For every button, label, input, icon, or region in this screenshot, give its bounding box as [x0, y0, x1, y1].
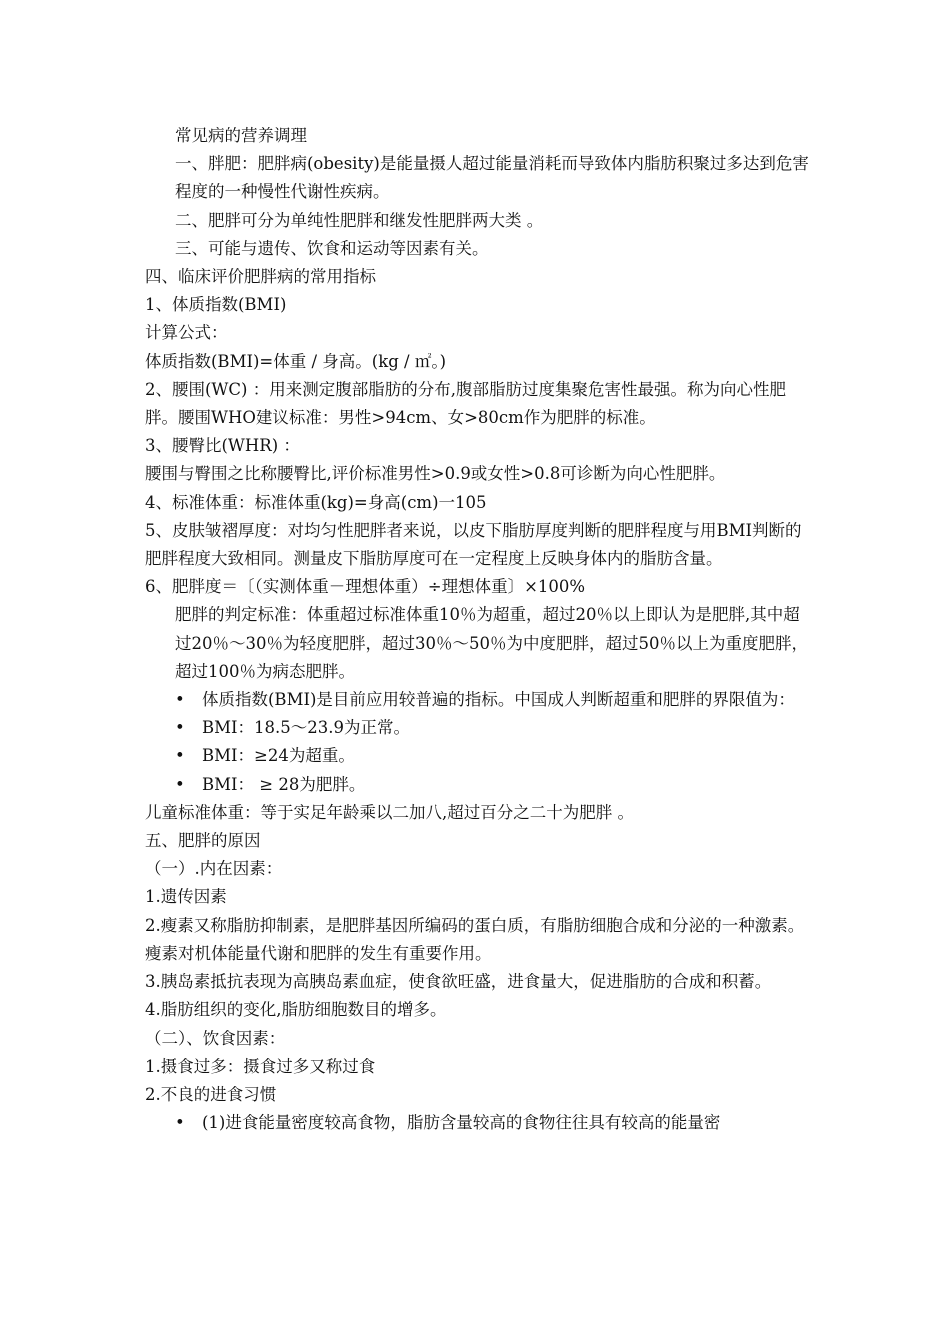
bullet-text: (1)进食能量密度较高食物，脂肪含量较高的食物往往具有较高的能量密: [202, 1113, 721, 1133]
bullet-item: [145, 714, 815, 742]
bullet-item: [145, 686, 815, 714]
paragraph: 计算公式：: [145, 323, 228, 343]
paragraph: （一）.内在因素：: [145, 859, 283, 879]
bullet-text: 体质指数(BMI)是目前应用较普遍的指标。中国成人判断超重和肥胖的界限值为：: [202, 690, 795, 710]
paragraph: 二、肥胖可分为单纯性肥胖和继发性肥胖两大类 。: [175, 210, 544, 230]
paragraph: 5、皮肤皱褶厚度：对均匀性肥胖者来说，以皮下脂肪厚度判断的肥胖程度与用BMI判断的肥胖程度大致相同。测量皮下脂肪厚度可在一定程度上反映身体内的脂肪含量。: [145, 520, 802, 569]
paragraph: 2、腰围(WC) ：用来测定腹部脂肪的分布,腹部脂肪过度集聚危害性最强。称为向心性肥胖。腰围WHO建议标准：男性>94cm、女>80cm作为肥胖的标准。: [145, 379, 786, 428]
bullet-dot: •: [175, 1113, 185, 1133]
bullet-dot: •: [175, 718, 185, 738]
paragraph: 4、标准体重：标准体重(kg)=身高(cm)一105: [145, 492, 487, 512]
bullet-dot: •: [175, 774, 185, 794]
paragraph: 2.瘦素又称脂肪抑制素，是肥胖基因所编码的蛋白质，有脂肪细胞合成和分泌的一种激素。瘦素对机体能量代谢和肥胖的发生有重要作用。: [145, 915, 805, 963]
bullet-text: BMI：18.5～23.9为正常。: [202, 718, 411, 738]
paragraph: 一、胖肥：肥胖病(obesity)是能量摄人超过能量消耗而导致体内脂肪积聚过多达到危害程度的一种慢性代谢性疾病。: [175, 154, 809, 202]
paragraph: 6、肥胖度＝〔（实测体重－理想体重）÷理想体重〕×100%: [145, 577, 586, 597]
paragraph: 1.摄食过多：摄食过多又称过食: [145, 1056, 376, 1076]
paragraph: 3、腰臀比(WHR) ：: [145, 436, 300, 456]
paragraph: 1、体质指数(BMI): [145, 295, 287, 315]
bullet-dot: •: [175, 746, 185, 766]
document-title: 常见病的营养调理: [175, 126, 307, 145]
paragraph: 4.脂肪组织的变化,脂肪细胞数目的增多。: [145, 1000, 447, 1020]
paragraph: 四、临床评价肥胖病的常用指标: [145, 267, 376, 287]
bullet-text: BMI：≥24为超重。: [202, 746, 355, 766]
paragraph: 1.遗传因素: [145, 887, 227, 907]
paragraph: 腰围与臀围之比称腰臀比,评价标准男性>0.9或女性>0.8可诊断为向心性肥胖。: [145, 464, 726, 484]
paragraph: 3.胰岛素抵抗表现为高胰岛素血症，使食欲旺盛，进食量大，促进脂肪的合成和积蓄。: [145, 972, 772, 992]
document-body: [145, 122, 815, 1137]
bullet-dot: •: [175, 690, 185, 710]
paragraph: 五、肥胖的原因: [145, 831, 261, 851]
paragraph: 肥胖的判定标准：体重超过标准体重10％为超重，超过20％以上即认为是肥胖,其中超过20％～30％为轻度肥胖，超过30％～50％为中度肥胖，超过50％以上为重度肥胖，超过100％为病态肥胖。: [175, 605, 808, 681]
bullet-text: BMI： ≥ 28为肥胖。: [202, 774, 366, 794]
bullet-item: [145, 742, 815, 770]
paragraph: 体质指数(BMI)=体重 / 身高。(kg / ㎡。): [145, 351, 447, 371]
paragraph: 儿童标准体重：等于实足年龄乘以二加八,超过百分之二十为肥胖 。: [145, 802, 634, 822]
paragraph: 2.不良的进食习惯: [145, 1084, 277, 1104]
bullet-item: [145, 1109, 815, 1137]
paragraph: 三、可能与遗传、饮食和运动等因素有关。: [175, 238, 489, 258]
paragraph: （二）、饮食因素：: [145, 1028, 286, 1048]
bullet-item: [145, 771, 815, 799]
